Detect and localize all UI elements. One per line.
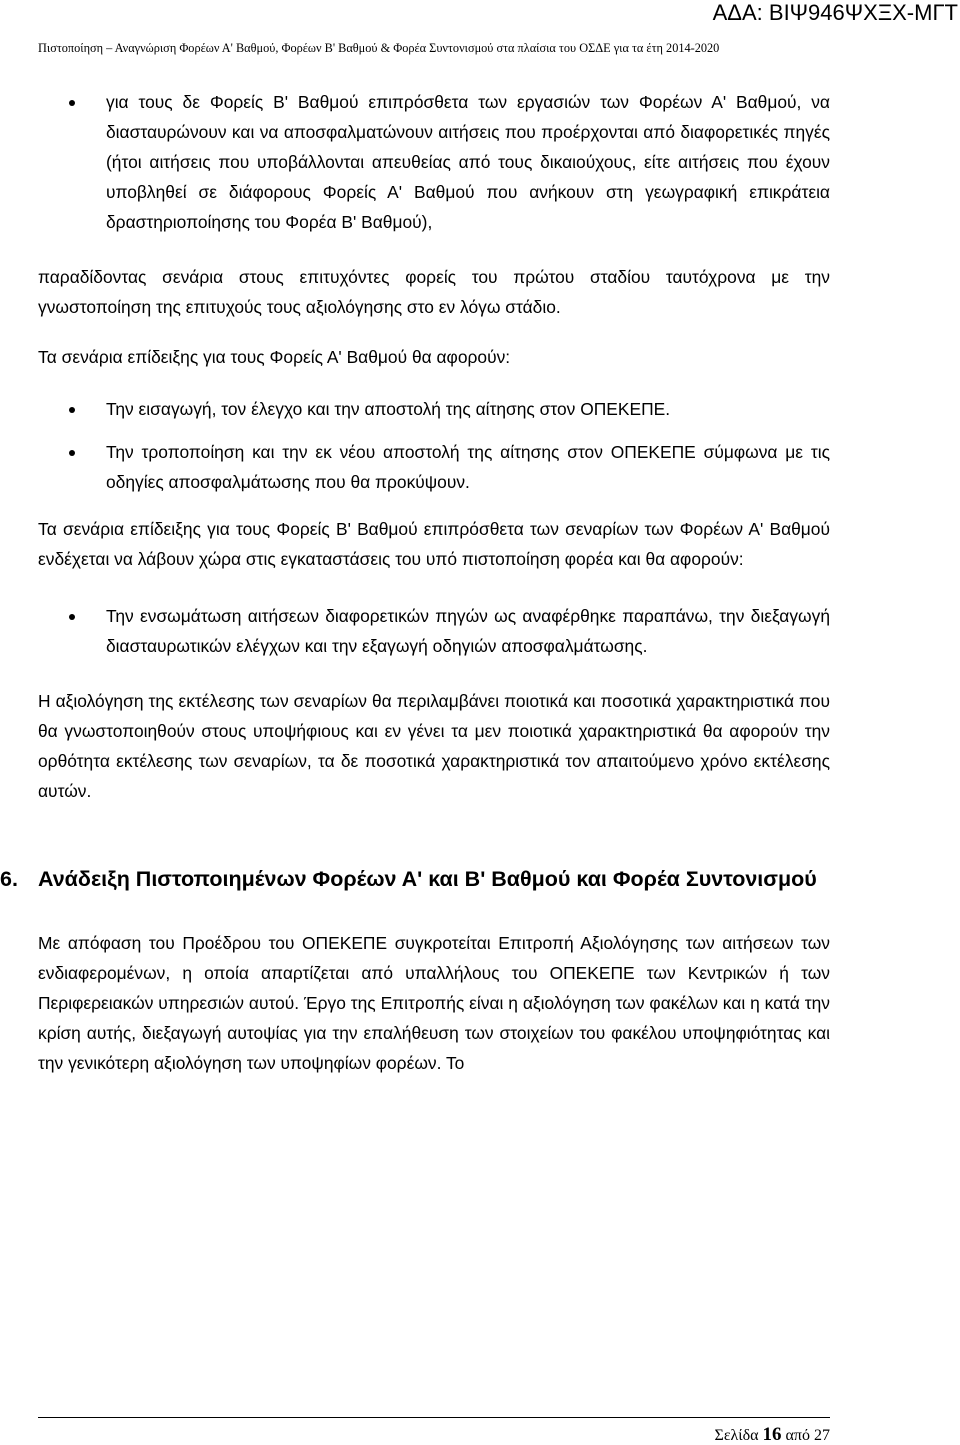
list-item: Την εισαγωγή, τον έλεγχο και την αποστολή της αίτησης στον ΟΠΕΚΕΠΕ. (38, 394, 830, 424)
footer-divider (38, 1417, 830, 1418)
bullet-icon (69, 614, 75, 620)
paragraph: Τα σενάρια επίδειξης για τους Φορείς Α' Βαθμού θα αφορούν: (38, 347, 511, 367)
list-item: Την ενσωμάτωση αιτήσεων διαφορετικών πηγών ως αναφέρθηκε παραπάνω, την διεξαγωγή διασταυρωτικών ελέγχων και την εξαγωγή οδηγιών αποσφαλμάτωσης. (38, 601, 830, 661)
ada-code: ΑΔΑ: ΒΙΨ946ΨΧΞΧ-ΜΓΤ (712, 0, 958, 25)
bullet-list-b (38, 601, 830, 661)
bullet-list-a (38, 394, 830, 497)
paragraph: παραδίδοντας σενάρια στους επιτυχόντες φορείς του πρώτου σταδίου ταυτόχρονα με την γνωστοποίηση της επιτυχούς τους αξιολόγησης στο εν λόγω στάδιο. (38, 267, 830, 317)
running-header: Πιστοποίηση – Αναγνώριση Φορέων Α' Βαθμού, Φορέων Β' Βαθμού & Φορέα Συντονισμού στα πλαίσια του ΟΣΔΕ για τα έτη 2014-2020 (38, 41, 720, 55)
page-number: Σελίδα 16 από 27 (714, 1424, 830, 1445)
document-body (0, 87, 830, 1078)
list-item: για τους δε Φορείς Β' Βαθμού επιπρόσθετα των εργασιών των Φορέων Α' Βαθμού, να διασταυρώνουν και να αποσφαλματώνουν αιτήσεις που προέρχονται από διαφορετικές πηγές (ήτοι αιτήσεις που υποβάλλονται απευθείας από τους δικαιούχους, είτε αιτήσεις που έχουν υποβληθεί σε διάφορους Φορείς Α' Βαθμού που ανήκουν στη γεωγραφική επικράτεια δραστηριοποίησης του Φορέα Β' Βαθμού), (38, 87, 830, 237)
section-number: 6. (0, 867, 18, 891)
bullet-icon (69, 407, 75, 413)
bullet-icon (69, 450, 75, 456)
paragraph: Η αξιολόγηση της εκτέλεσης των σεναρίων θα περιλαμβάνει ποιοτικά και ποσοτικά χαρακτηριστικά που θα γνωστοποιηθούν στους υποψήφιους και εν γένει τα μεν ποιοτικά χαρακτηριστικά θα αφορούν την ορθότητα εκτέλεσης των σεναρίων, τα δε ποσοτικά χαρακτηριστικά τον απαιτούμενο χρόνο εκτέλεσης αυτών. (38, 691, 830, 801)
bullet-icon (69, 100, 75, 106)
paragraph: Με απόφαση του Προέδρου του ΟΠΕΚΕΠΕ συγκροτείται Επιτροπή Αξιολόγησης των αιτήσεων των ενδιαφερομένων, η οποία απαρτίζεται από υπαλλήλους του ΟΠΕΚΕΠΕ των Κεντρικών ή των Περιφερειακών υπηρεσιών αυτού. Έργο της Επιτροπής είναι η αξιολόγηση των φακέλων και η κατά την κρίση αυτής, διεξαγωγή αυτοψίας για την επαλήθευση των στοιχείων του φακέλου υποψηφιότητας και την γενικότερη αξιολόγηση των υποψηφίων φορέων. Το (38, 933, 830, 1073)
list-item: Την τροποποίηση και την εκ νέου αποστολή της αίτησης στον ΟΠΕΚΕΠΕ σύμφωνα με τις οδηγίες αποσφαλμάτωσης που θα προκύψουν. (38, 437, 830, 497)
bullet-list-top (38, 87, 830, 237)
paragraph: Τα σενάρια επίδειξης για τους Φορείς Β' Βαθμού επιπρόσθετα των σεναρίων των Φορέων Α' Βαθμού ενδέχεται να λάβουν χώρα στις εγκαταστάσεις του υπό πιστοποίηση φορέα και θα αφορούν: (38, 519, 830, 569)
section-heading (0, 859, 830, 899)
section-title: Ανάδειξη Πιστοποιημένων Φορέων Α' και Β' Βαθμού και Φορέα Συντονισμού (38, 867, 817, 891)
